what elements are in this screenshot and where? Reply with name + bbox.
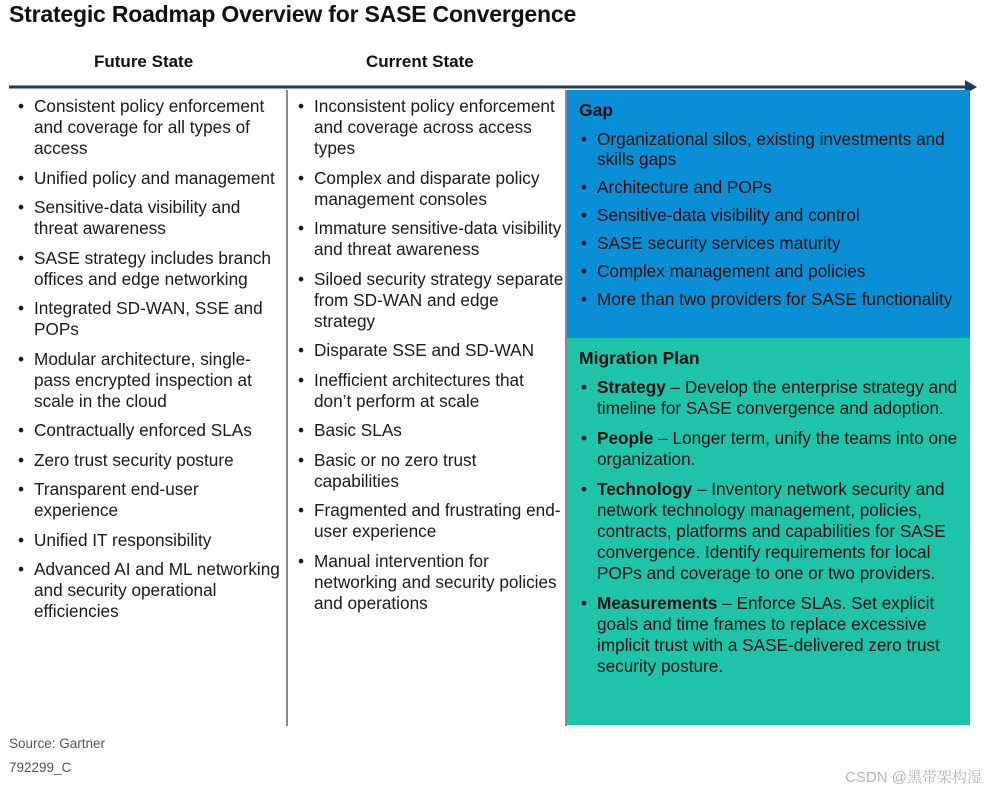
- figure-code: 792299_C: [9, 760, 72, 775]
- watermark: CSDN @黑带架构湿: [845, 769, 982, 786]
- item-label: Measurements: [597, 593, 718, 613]
- list-item: • Contractually enforced SLAs: [16, 420, 281, 441]
- list-item: • Sensitive-data visibility and control: [579, 205, 960, 225]
- list-item: • More than two providers for SASE functionality: [579, 289, 960, 309]
- list-item: • Complex management and policies: [579, 261, 960, 281]
- gap-list: [579, 129, 960, 309]
- list-item: • Organizational silos, existing investments and skills gaps: [579, 129, 960, 169]
- item-label: People: [597, 428, 654, 448]
- gap-heading: Gap: [579, 100, 614, 120]
- source-note: Source: Gartner: [9, 736, 106, 751]
- list-item: • Modular architecture, single-pass encrypted inspection at scale in the cloud: [16, 349, 281, 412]
- list-item: • Immature sensitive-data visibility and threat awareness: [296, 218, 564, 260]
- list-item: • Basic SLAs: [296, 420, 564, 441]
- list-item: [579, 593, 960, 677]
- item-text: – Develop the enterprise strategy and timeline for SASE convergence and adoption.: [597, 377, 958, 418]
- current-state-heading: Current State: [366, 52, 474, 71]
- future-state-heading: Future State: [94, 52, 194, 71]
- migration-plan-panel: [567, 338, 970, 725]
- list-item: • Unified IT responsibility: [16, 530, 281, 551]
- future-state-list: [16, 96, 281, 622]
- list-item: • Disparate SSE and SD-WAN: [296, 340, 564, 361]
- column-divider: [286, 90, 288, 726]
- item-text: – Inventory network security and network technology management, policies, contracts, platforms and capabilities for SASE convergence. Identify requirements for local POPs and coverage to one or two providers.: [597, 479, 946, 583]
- list-item: • Siloed security strategy separate from SD-WAN and edge strategy: [296, 269, 564, 332]
- list-item: • Transparent end-user experience: [16, 479, 281, 521]
- list-item: • Fragmented and frustrating end-user experience: [296, 500, 564, 542]
- list-item: [579, 377, 960, 419]
- item-text: – Longer term, unify the teams into one organization.: [597, 428, 958, 469]
- item-text: – Enforce SLAs. Set explicit goals and time frames to replace excessive implicit trust with a SASE-delivered zero trust security posture.: [597, 593, 940, 676]
- list-item: • Architecture and POPs: [579, 177, 960, 197]
- list-item: • SASE security services maturity: [579, 233, 960, 253]
- list-item: [579, 479, 960, 584]
- current-state-list: [296, 96, 564, 614]
- list-item: • SASE strategy includes branch offices and edge networking: [16, 248, 281, 290]
- future-state-column: [16, 96, 281, 631]
- migration-plan-heading: Migration Plan: [579, 348, 700, 368]
- list-item: • Basic or no zero trust capabilities: [296, 450, 564, 492]
- migration-plan-list: [579, 377, 960, 677]
- item-label: Strategy: [597, 377, 666, 397]
- list-item: • Zero trust security posture: [16, 450, 281, 471]
- list-item: • Manual intervention for networking and security policies and operations: [296, 551, 564, 614]
- list-item: • Inefficient architectures that don’t perform at scale: [296, 370, 564, 412]
- list-item: • Unified policy and management: [16, 168, 281, 189]
- list-item: [579, 428, 960, 470]
- gap-panel: [567, 90, 970, 338]
- list-item: • Inconsistent policy enforcement and coverage across access types: [296, 96, 564, 159]
- list-item: • Sensitive-data visibility and threat awareness: [16, 197, 281, 239]
- list-item: • Advanced AI and ML networking and security operational efficiencies: [16, 559, 281, 622]
- page-title: Strategic Roadmap Overview for SASE Convergence: [9, 1, 577, 27]
- item-label: Technology: [597, 479, 693, 499]
- current-state-column: [296, 96, 564, 622]
- list-item: • Complex and disparate policy management consoles: [296, 168, 564, 210]
- list-item: • Integrated SD-WAN, SSE and POPs: [16, 298, 281, 340]
- list-item: • Consistent policy enforcement and coverage for all types of access: [16, 96, 281, 159]
